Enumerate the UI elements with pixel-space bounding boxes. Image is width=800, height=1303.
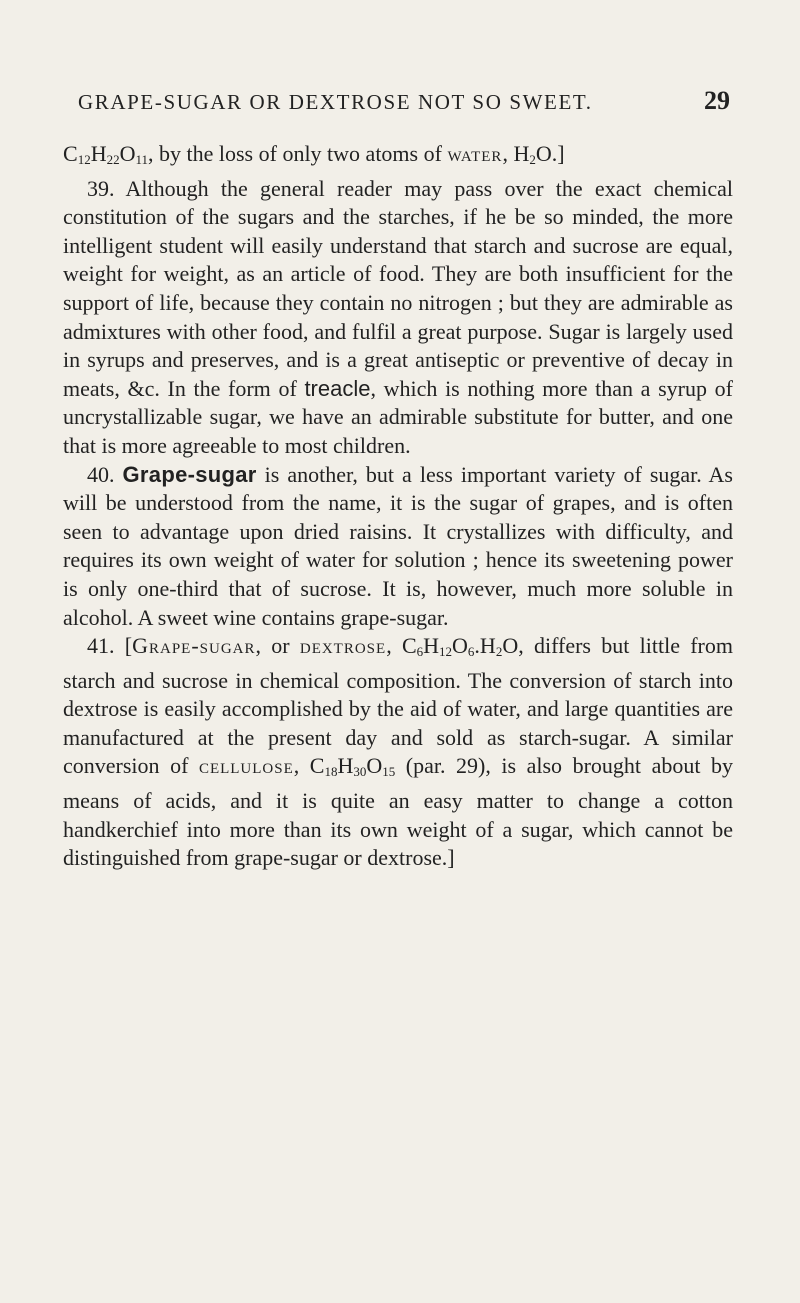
formula-subscript: 15 bbox=[382, 764, 396, 780]
small-caps-term: dextrose bbox=[299, 633, 387, 659]
formula-part: H bbox=[90, 141, 107, 166]
paragraph-text: , by the loss of only two atoms of bbox=[148, 141, 448, 166]
formula-subscript: 6 bbox=[467, 644, 475, 660]
formula-subscript: 18 bbox=[324, 764, 338, 780]
formula-subscript: 22 bbox=[106, 152, 120, 167]
formula-part: O.] bbox=[535, 141, 565, 166]
paragraph-text: (par. 29), is also brought about by means of acids, and it is quite an easy matter to change a cotton handkerchief into more than its own weight of a sugar, which cannot be distinguished from grape-sugar or dextrose.] bbox=[63, 753, 733, 871]
body-text bbox=[63, 140, 733, 873]
formula-part: O, bbox=[502, 633, 524, 659]
small-caps-term: Grape-sugar bbox=[132, 633, 256, 659]
formula-part: , C bbox=[293, 753, 325, 779]
paragraph-number: 40. bbox=[87, 461, 123, 487]
small-caps-term: water bbox=[447, 141, 503, 166]
paragraph-heading: Grape-sugar bbox=[122, 461, 257, 487]
formula-part: H bbox=[513, 141, 530, 166]
formula-subscript: 12 bbox=[77, 152, 91, 167]
formula-part: C bbox=[63, 141, 78, 166]
paragraph-41 bbox=[63, 632, 733, 873]
running-header bbox=[78, 86, 730, 116]
formula-part: O bbox=[452, 633, 468, 659]
formula-subscript: 30 bbox=[353, 764, 367, 780]
paragraph-text: , or bbox=[255, 633, 300, 659]
paragraph-text: , which is nothing more than a syrup of uncrystallizable sugar, we have an admirable substitute for butter, and one that is more agreeable to most children. bbox=[63, 375, 733, 458]
formula-part: .H bbox=[474, 633, 496, 659]
formula-subscript: 2 bbox=[529, 152, 536, 167]
emphasis-term: treacle bbox=[304, 375, 371, 401]
formula-part: , C bbox=[386, 633, 417, 659]
small-caps-term: cellulose bbox=[198, 753, 294, 779]
formula-part: H bbox=[423, 633, 440, 659]
formula-subscript: 11 bbox=[135, 152, 148, 167]
formula-part: O bbox=[119, 141, 136, 166]
paragraph-text: is another, but a less important variety of sugar. As will be understood from the name, it is the sugar of grapes, and is often seen to advantage upon dried raisins. It crystallizes with difficulty, and requires its own weight of water for solution ; hence its sweetening power is only one-third that of sucrose. It is, however, much more soluble in alcohol. A sweet wine contains grape-sugar. bbox=[63, 461, 733, 630]
formula-part: O bbox=[366, 753, 383, 779]
formula-subscript: 6 bbox=[416, 644, 424, 660]
page-number: 29 bbox=[704, 86, 730, 115]
formula-subscript: 12 bbox=[439, 644, 453, 660]
running-title: GRAPE-SUGAR OR DEXTROSE NOT SO SWEET. bbox=[78, 90, 593, 114]
paragraph-number: 41. [ bbox=[87, 633, 133, 659]
paragraph-continuation: $C_{12}H_{22}O_{11}$, by the loss of only two atoms of water, $H_2O$.] bbox=[63, 141, 565, 167]
paragraph-text: 39. Although the general reader may pass over the exact chemical constitution of the sugars and the starches, if he be so minded, the more intelligent student will easily understand that starch and sucrose are equal, weight for weight, as an article of food. They are both insufficient for the support of life, because they contain no nitrogen ; but they are admirable as admixtures with other food, and fulfil a great purpose. Sugar is largely used in syrups and preserves, and is a great antiseptic or preventive of decay in meats, &c. In the form of bbox=[63, 175, 733, 401]
paragraph-40 bbox=[63, 461, 733, 633]
paragraph-text: differs but little from starch and sucrose in chemical composition. The conversion of starch into dextrose is easily accomplished by the aid of water, and large quantities are manufactured at the present day and sold as starch-sugar. A similar conversion of bbox=[63, 633, 733, 779]
formula-part: H bbox=[337, 753, 354, 779]
formula-subscript: 2 bbox=[495, 644, 503, 660]
paragraph-39 bbox=[63, 175, 733, 461]
